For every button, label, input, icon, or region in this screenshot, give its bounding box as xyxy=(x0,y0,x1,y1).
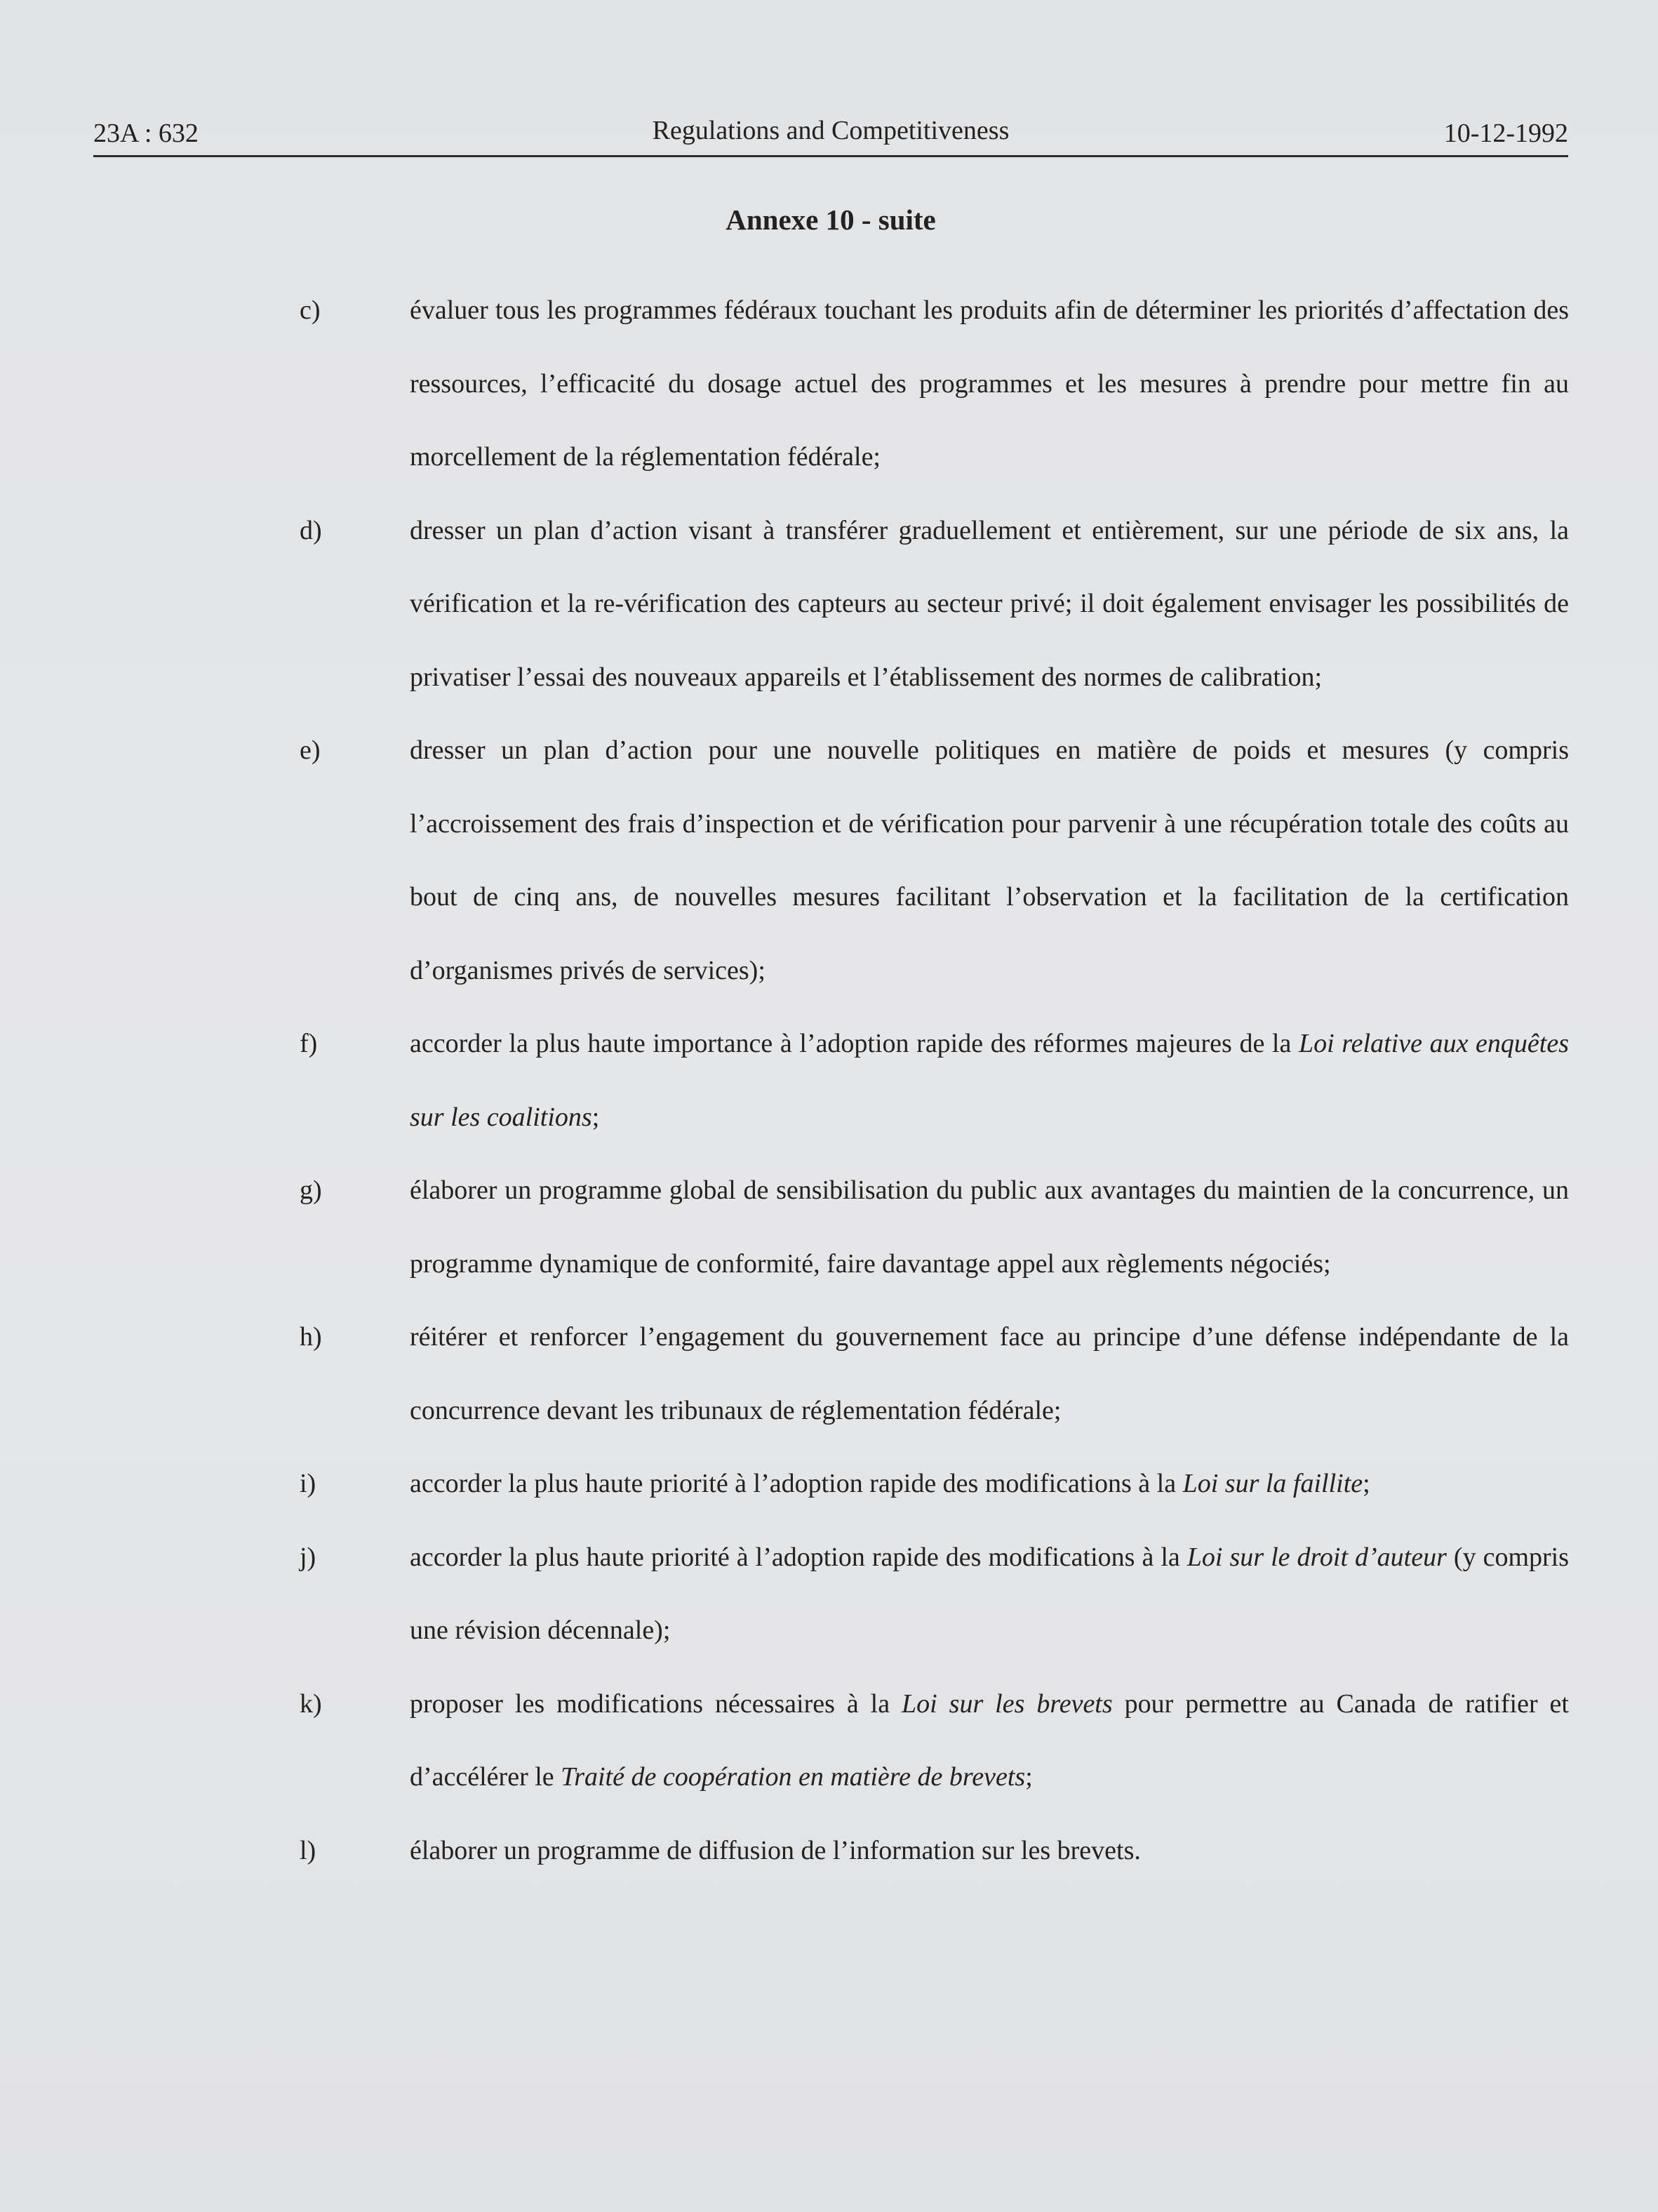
item-letter: k) xyxy=(300,1688,322,1719)
item-text: dresser un plan d’action pour une nouvelle politiques en matière de poids et mesures (y compris l’accroissement des frais d’inspection et de vérification pour parvenir à une récupération totale des coûts au bout de cinq ans, de nouvelles mesures facilitant l’observation et la facilitation de la certification d’organismes privés de services); xyxy=(410,735,1569,985)
page-date: 10-12-1992 xyxy=(1443,119,1568,148)
list-item-h xyxy=(0,1300,1658,1447)
item-letter: l) xyxy=(300,1835,316,1865)
running-title: Regulations and Competitiveness xyxy=(652,116,1010,145)
page-number: 23A : 632 xyxy=(93,119,199,148)
item-letter: e) xyxy=(300,735,321,765)
item-text: élaborer un programme de diffusion de l’information sur les brevets. xyxy=(410,1835,1141,1865)
item-letter: h) xyxy=(300,1322,322,1352)
item-letter: f) xyxy=(300,1029,318,1058)
list-item-l xyxy=(0,1814,1658,1888)
item-text: évaluer tous les programmes fédéraux touchant les produits afin de déterminer les priorités d’affectation des ressources, l’efficacité du dosage actuel des programmes et les mesures à prendre pour mettre fin au morcellement de la réglementation fédérale; xyxy=(410,295,1569,472)
law-title: Loi sur la faillite xyxy=(1182,1469,1363,1498)
item-text: accorder la plus haute priorité à l’adoption rapide des modifications à la Loi sur la faillite; xyxy=(410,1469,1370,1498)
list-item-j xyxy=(0,1521,1658,1667)
item-letter: d) xyxy=(300,515,322,545)
law-title: Loi relative aux enquêtes sur les coalitions xyxy=(410,1029,1569,1132)
list-item-c xyxy=(0,274,1658,494)
list-item-i xyxy=(0,1447,1658,1521)
item-text: accorder la plus haute priorité à l’adoption rapide des modifications à la Loi sur le droit d’auteur (y compris une révision décennale); xyxy=(410,1542,1570,1645)
item-text: élaborer un programme global de sensibilisation du public aux avantages du maintien de la concurrence, un programme dynamique de conformité, faire davantage appel aux règlements négociés; xyxy=(410,1175,1569,1279)
law-title: Loi sur le droit d’auteur xyxy=(1186,1542,1447,1572)
item-letter: i) xyxy=(300,1469,316,1498)
list-item-g xyxy=(0,1154,1658,1300)
item-text: dresser un plan d’action visant à transférer graduellement et entièrement, sur une période de six ans, la vérification et la re-vérification des capteurs au secteur privé; il doit également envisager les possibilités de privatiser l’essai des nouveaux appareils et l’établissement des normes de calibration; xyxy=(410,515,1569,692)
treaty-title: Traité de coopération en matière de brevets xyxy=(561,1762,1026,1792)
list-item-d xyxy=(0,494,1658,714)
item-text: accorder la plus haute importance à l’adoption rapide des réformes majeures de la Loi relative aux enquêtes sur les coalitions; xyxy=(410,1029,1569,1132)
header-rule xyxy=(93,155,1568,157)
section-title: Annexe 10 - suite xyxy=(726,204,936,236)
list-item-f xyxy=(0,1007,1658,1154)
item-letter: j) xyxy=(300,1542,316,1572)
list-item-k xyxy=(0,1667,1658,1814)
item-text: proposer les modifications nécessaires à la Loi sur les brevets pour permettre au Canada de ratifier et d’accélérer le Traité de coopération en matière de brevets; xyxy=(410,1688,1569,1792)
item-letter: g) xyxy=(300,1175,322,1205)
item-list xyxy=(0,274,1658,1887)
item-text: réitérer et renforcer l’engagement du gouvernement face au principe d’une défense indépendante de la concurrence devant les tribunaux de réglementation fédérale; xyxy=(410,1322,1569,1425)
list-item-e xyxy=(0,714,1658,1007)
item-letter: c) xyxy=(300,295,321,325)
page-header xyxy=(93,112,1568,154)
law-title: Loi sur les brevets xyxy=(902,1688,1113,1719)
